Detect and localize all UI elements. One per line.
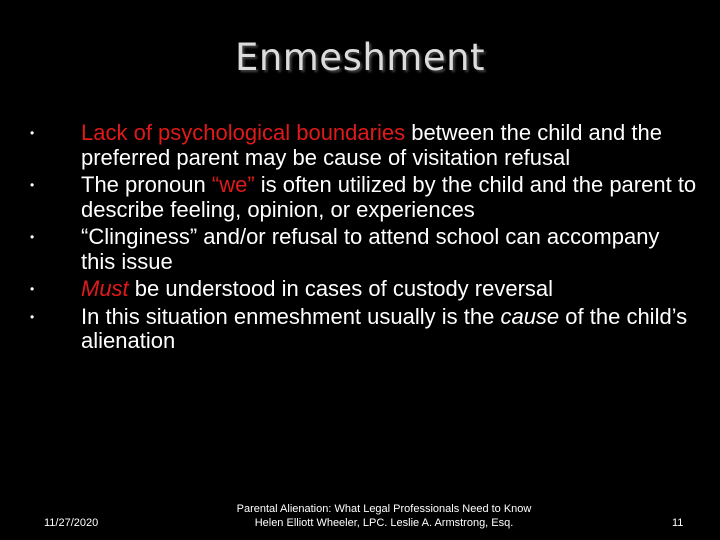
footer-caption-line: Parental Alienation: What Legal Professionals Need to Know — [236, 503, 532, 515]
bullet-dot-icon: • — [30, 126, 35, 140]
bullet-item — [30, 277, 698, 302]
emphasis-text: cause — [500, 303, 560, 329]
bullet-item — [30, 121, 698, 170]
bullet-text: between the child and the preferred parent may be cause of visitation refusal — [81, 120, 662, 170]
bullet-item — [30, 305, 698, 354]
bullet-dot-icon: • — [30, 309, 35, 324]
highlight-text: “we” — [211, 172, 255, 197]
bullet-item — [30, 173, 698, 222]
highlight-text: Lack of psychological boundaries — [81, 120, 406, 145]
slide-title: Enmeshment — [234, 36, 486, 79]
footer-date: 11/27/2020 — [44, 517, 99, 529]
bullet-list — [30, 121, 698, 357]
bullet-text: The pronoun — [81, 172, 212, 197]
bullet-item — [30, 225, 698, 274]
bullet-dot-icon: • — [30, 282, 35, 296]
page-number: 11 — [672, 517, 684, 529]
bullet-text: In this situation enmeshment usually is the — [81, 303, 501, 329]
bullet-text: be understood in cases of custody reversal — [128, 276, 554, 301]
footer-caption — [200, 502, 568, 530]
bullet-text: of the child’s alienation — [81, 303, 688, 353]
bullet-text: “Clinginess” and/or refusal to attend school can accompany this issue — [81, 224, 660, 274]
bullet-text: is often utilized by the child and the parent to describe feeling, opinion, or experiences — [81, 172, 697, 222]
highlight-text: Must — [81, 276, 129, 301]
bullet-dot-icon: • — [30, 178, 35, 192]
bullet-dot-icon: • — [30, 230, 35, 244]
footer-caption-line: Helen Elliott Wheeler, LPC. Leslie A. Armstrong, Esq. — [254, 517, 514, 529]
